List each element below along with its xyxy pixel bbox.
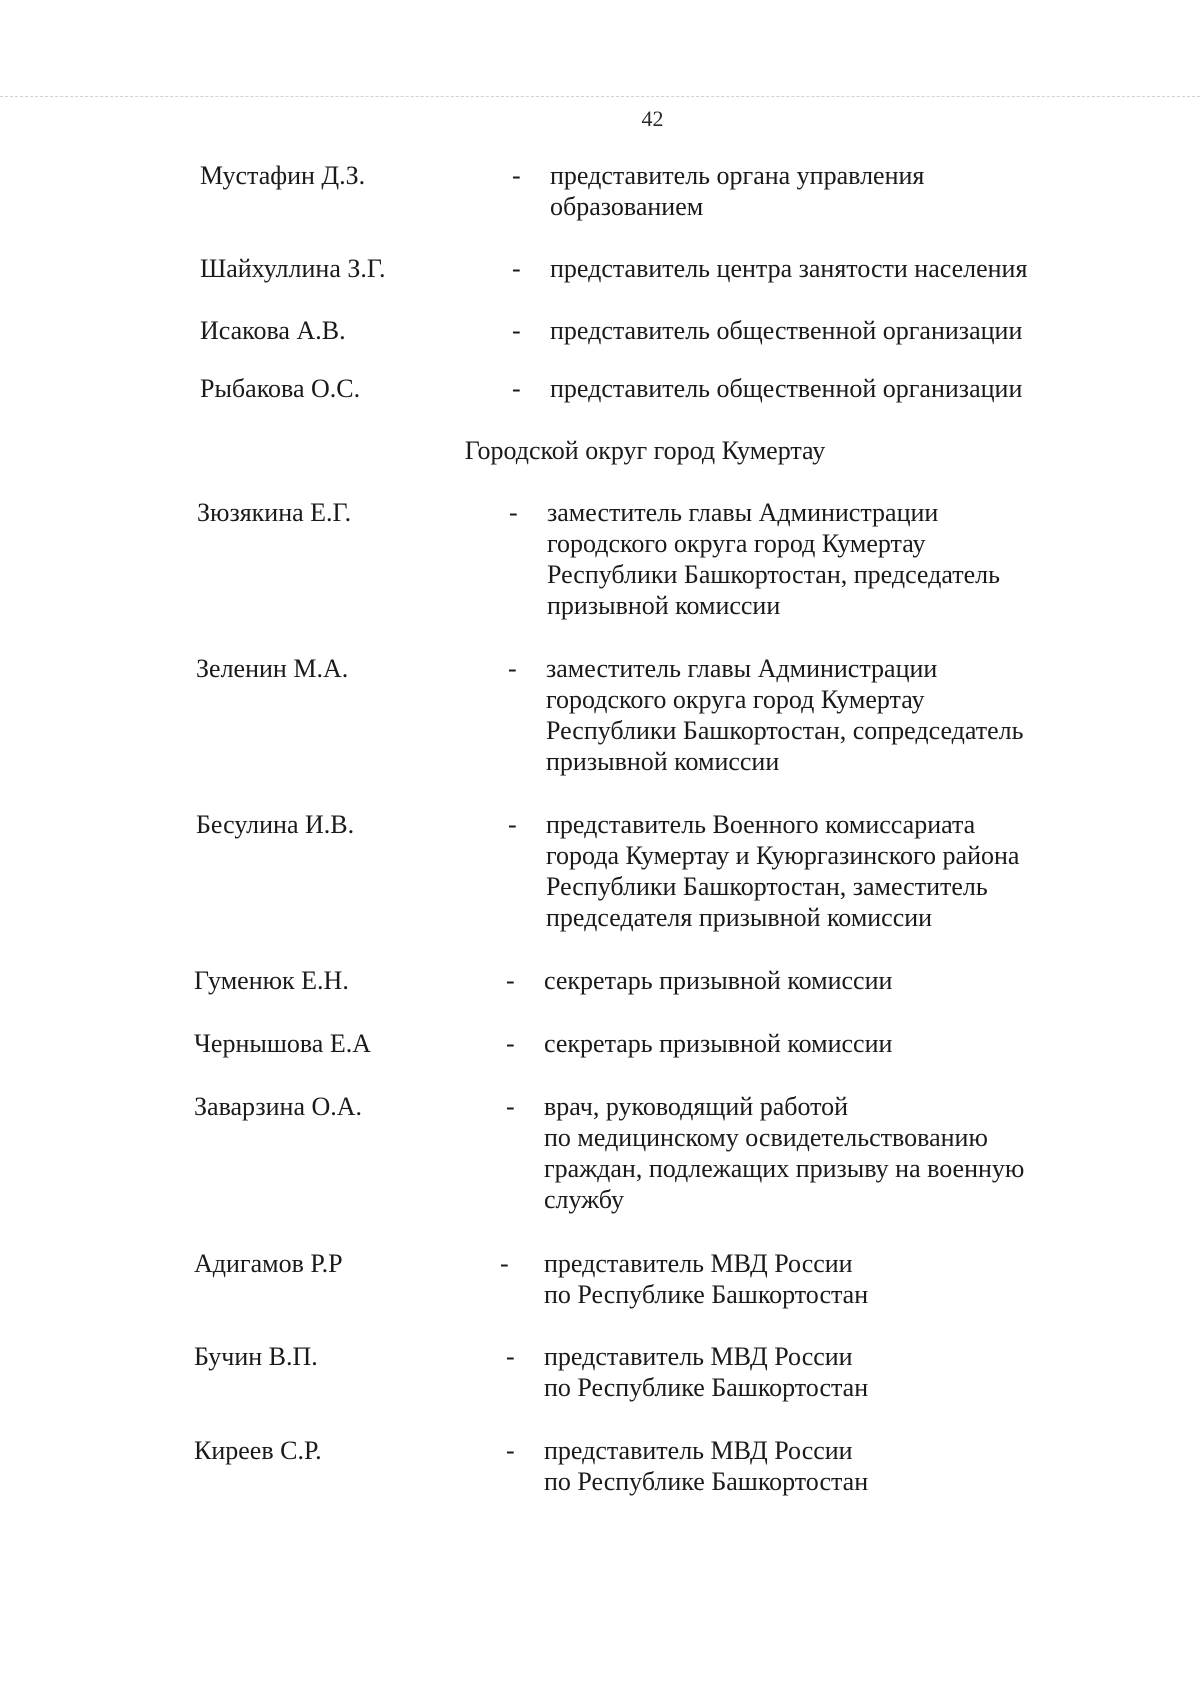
person-name: Зеленин М.А. [196, 654, 349, 683]
dash-separator: - [506, 1436, 515, 1465]
dash-separator: - [508, 810, 517, 839]
dash-separator: - [506, 966, 515, 995]
person-name: Киреев С.Р. [194, 1436, 322, 1465]
scan-edge-line [0, 96, 1200, 97]
page-number: 42 [641, 106, 664, 131]
person-name: Рыбакова О.С. [200, 374, 361, 403]
dash-separator: - [512, 374, 521, 403]
person-role: секретарь призывной комиссии [544, 966, 893, 995]
person-role: заместитель главы Администрации городского округа город Кумертау Республики Башкортостан, председатель призывной комиссии [547, 498, 1000, 620]
person-role: представитель общественной организации [550, 316, 1023, 345]
person-role: секретарь призывной комиссии [544, 1029, 893, 1058]
person-name: Зюзякина Е.Г. [197, 498, 352, 527]
dash-separator: - [506, 1342, 515, 1371]
person-name: Бучин В.П. [194, 1342, 318, 1371]
dash-separator: - [508, 654, 517, 683]
person-name: Мустафин Д.З. [200, 161, 366, 190]
person-name: Чернышова Е.А [194, 1029, 371, 1058]
person-role: представитель центра занятости населения [550, 254, 1028, 283]
person-role: врач, руководящий работой по медицинскому освидетельствованию граждан, подлежащих призыву на военную службу [544, 1092, 1025, 1214]
section-title: Городской округ город Кумертау [464, 436, 826, 465]
person-name: Гуменюк Е.Н. [194, 966, 349, 995]
person-role: представитель органа управления образованием [550, 161, 925, 221]
person-name: Заварзина О.А. [194, 1092, 363, 1121]
dash-separator: - [512, 161, 521, 190]
person-role: представитель Военного комиссариата города Кумертау и Куюргазинского района Республики Башкортостан, заместитель председателя призывной комиссии [546, 810, 1020, 932]
dash-separator: - [500, 1249, 509, 1278]
person-name: Шайхуллина З.Г. [200, 254, 386, 283]
dash-separator: - [506, 1092, 515, 1121]
dash-separator: - [512, 254, 521, 283]
person-role: представитель МВД России по Республике Башкортостан [544, 1436, 869, 1496]
person-role: заместитель главы Администрации городского округа город Кумертау Республики Башкортостан, сопредседатель призывной комиссии [546, 654, 1024, 776]
dash-separator: - [506, 1029, 515, 1058]
dash-separator: - [512, 316, 521, 345]
person-name: Исакова А.В. [200, 316, 346, 345]
person-name: Бесулина И.В. [196, 810, 355, 839]
person-role: представитель МВД России по Республике Башкортостан [544, 1249, 869, 1309]
dash-separator: - [509, 498, 518, 527]
person-name: Адигамов Р.Р [194, 1249, 343, 1278]
person-role: представитель МВД России по Республике Башкортостан [544, 1342, 869, 1402]
person-role: представитель общественной организации [550, 374, 1023, 403]
